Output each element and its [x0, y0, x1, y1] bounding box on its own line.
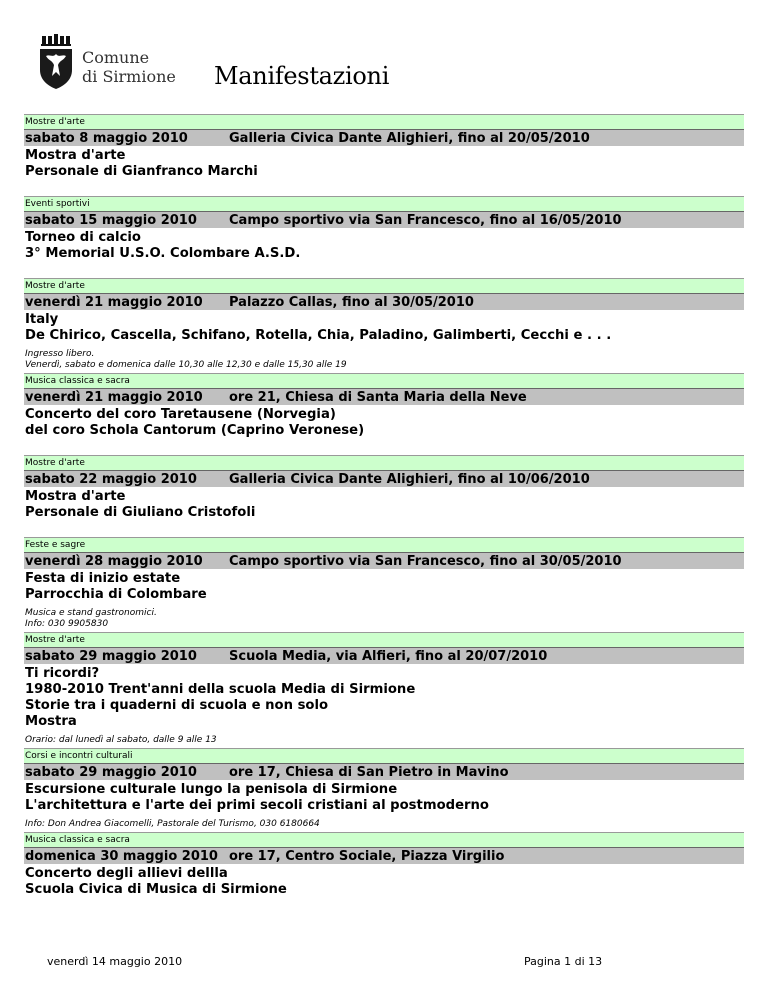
event-notes — [24, 262, 744, 278]
event-place: ore 21, Chiesa di Santa Maria della Neve — [229, 390, 527, 405]
event-item — [24, 114, 744, 196]
event-item — [24, 748, 744, 832]
event-notes — [24, 439, 744, 455]
event-category: Eventi sportivi — [24, 196, 744, 211]
event-place: Campo sportivo via San Francesco, fino al 16/05/2010 — [229, 213, 622, 228]
event-title — [24, 487, 744, 521]
event-meta-bar — [24, 470, 744, 487]
event-title — [24, 405, 744, 439]
event-item — [24, 632, 744, 748]
event-title-line: Mostra d'arte — [25, 489, 126, 504]
event-meta-bar — [24, 129, 744, 146]
event-place: ore 17, Centro Sociale, Piazza Virgilio — [229, 849, 505, 864]
event-date: sabato 29 maggio 2010 — [25, 765, 197, 780]
event-place: Scuola Media, via Alfieri, fino al 20/07/2010 — [229, 649, 548, 664]
event-notes — [24, 344, 744, 373]
event-category: Corsi e incontri culturali — [24, 748, 744, 763]
event-notes — [24, 521, 744, 537]
event-title-line: Parrocchia di Colombare — [25, 587, 207, 602]
event-category: Feste e sagre — [24, 537, 744, 552]
event-title-line: De Chirico, Cascella, Schifano, Rotella, Chia, Paladino, Galimberti, Cecchi e . . . — [25, 328, 612, 343]
event-title-line: Italy — [25, 312, 59, 327]
event-place: Campo sportivo via San Francesco, fino al 30/05/2010 — [229, 554, 622, 569]
event-title-line: Torneo di calcio — [25, 230, 141, 245]
event-place: Galleria Civica Dante Alighieri, fino al 10/06/2010 — [229, 472, 590, 487]
event-title — [24, 310, 744, 344]
event-title-line: Mostra — [25, 714, 77, 729]
event-title — [24, 146, 744, 180]
event-item — [24, 278, 744, 373]
event-title-line: Escursione culturale lungo la penisola di Sirmione — [25, 782, 398, 797]
event-meta-bar — [24, 847, 744, 864]
event-title-line: Concerto degli allievi dellla — [25, 866, 228, 881]
event-item — [24, 373, 744, 455]
event-notes — [24, 180, 744, 196]
event-date: sabato 8 maggio 2010 — [25, 131, 188, 146]
event-meta-bar — [24, 647, 744, 664]
event-title — [24, 228, 744, 262]
event-date: venerdì 21 maggio 2010 — [25, 390, 203, 405]
footer-page-number: Pagina 1 di 13 — [524, 955, 603, 968]
event-note: Info: Don Andrea Giacomelli, Pastorale del Turismo, 030 6180664 — [25, 819, 320, 829]
event-title — [24, 780, 744, 814]
logo-text-line1: Comune — [82, 48, 150, 67]
event-date: sabato 29 maggio 2010 — [25, 649, 197, 664]
event-note: Orario: dal lunedì al sabato, dalle 9 alle 13 — [25, 735, 217, 745]
event-date: domenica 30 maggio 2010 — [25, 849, 218, 864]
event-meta-bar — [24, 763, 744, 780]
event-title-line: Mostra d'arte — [25, 148, 126, 163]
logo-text — [82, 48, 176, 86]
event-meta-bar — [24, 293, 744, 310]
event-title-line: 1980-2010 Trent'anni della scuola Media di Sirmione — [25, 682, 416, 697]
event-notes — [24, 603, 744, 632]
event-title-line: L'architettura e l'arte dei primi secoli cristiani al postmoderno — [25, 798, 489, 813]
logo-text-line2: di Sirmione — [82, 67, 176, 86]
event-category: Musica classica e sacra — [24, 832, 744, 847]
footer-print-date: venerdì 14 maggio 2010 — [47, 955, 183, 968]
event-date: venerdì 21 maggio 2010 — [25, 295, 203, 310]
event-date: sabato 15 maggio 2010 — [25, 213, 197, 228]
event-title-line: Personale di Gianfranco Marchi — [25, 164, 258, 179]
event-title-line: del coro Schola Cantorum (Caprino Veronese) — [25, 423, 365, 438]
event-note: Ingresso libero. — [25, 349, 95, 359]
event-place: Palazzo Callas, fino al 30/05/2010 — [229, 295, 474, 310]
event-meta-bar — [24, 388, 744, 405]
event-meta-bar — [24, 211, 744, 228]
event-title — [24, 664, 744, 730]
event-date: venerdì 28 maggio 2010 — [25, 554, 203, 569]
event-notes — [24, 814, 744, 832]
event-item — [24, 196, 744, 278]
event-item — [24, 832, 744, 914]
event-place: ore 17, Chiesa di San Pietro in Mavino — [229, 765, 509, 780]
event-note: Musica e stand gastronomici. — [25, 608, 157, 618]
event-title-line: Festa di inizio estate — [25, 571, 181, 586]
page-header — [24, 34, 744, 94]
event-title-line: Personale di Giuliano Cristofoli — [25, 505, 256, 520]
page-title: Manifestazioni — [214, 62, 390, 90]
event-note: Venerdì, sabato e domenica dalle 10,30 alle 12,30 e dalle 15,30 alle 19 — [25, 360, 347, 370]
event-title-line: Storie tra i quaderni di scuola e non solo — [25, 698, 329, 713]
comune-logo — [38, 34, 208, 90]
event-meta-bar — [24, 552, 744, 569]
event-title-line: Concerto del coro Taretausene (Norvegia) — [25, 407, 336, 422]
sirmione-crest-icon — [38, 34, 74, 90]
event-category: Mostre d'arte — [24, 632, 744, 647]
event-notes — [24, 730, 744, 748]
event-title-line: Ti ricordi? — [25, 666, 100, 681]
event-title — [24, 864, 744, 898]
event-item — [24, 537, 744, 632]
event-place: Galleria Civica Dante Alighieri, fino al 20/05/2010 — [229, 131, 590, 146]
event-title-line: 3° Memorial U.S.O. Colombare A.S.D. — [25, 246, 301, 261]
event-category: Mostre d'arte — [24, 114, 744, 129]
events-list — [24, 114, 744, 914]
event-item — [24, 455, 744, 537]
event-category: Mostre d'arte — [24, 455, 744, 470]
event-notes — [24, 898, 744, 914]
event-category: Musica classica e sacra — [24, 373, 744, 388]
event-date: sabato 22 maggio 2010 — [25, 472, 197, 487]
event-title — [24, 569, 744, 603]
event-note: Info: 030 9905830 — [25, 619, 109, 629]
event-title-line: Scuola Civica di Musica di Sirmione — [25, 882, 287, 897]
event-category: Mostre d'arte — [24, 278, 744, 293]
